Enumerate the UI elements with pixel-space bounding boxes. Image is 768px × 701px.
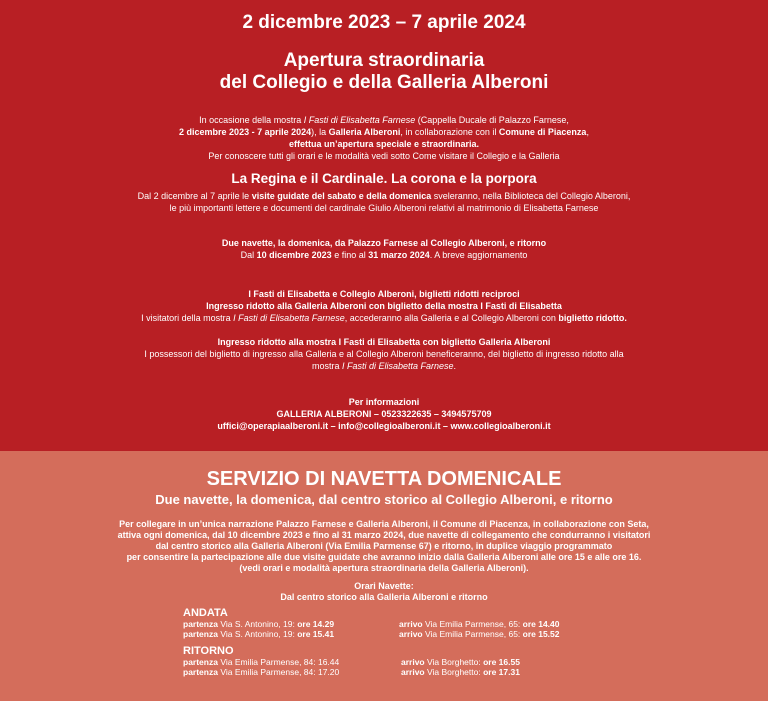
info-label: Per informazioni — [348, 397, 420, 407]
andata-departures — [183, 620, 334, 639]
ritorno-arrival-2: arrivo Via Borghetto: ore 17.31 — [401, 666, 520, 677]
biglietti-section-2 — [0, 336, 768, 372]
ritorno-departures — [183, 658, 339, 677]
date-range: 2 dicembre 2023 – 7 aprile 2024 — [242, 12, 526, 33]
regina-paragraph — [0, 190, 768, 214]
navetta-title: SERVIZIO DI NAVETTA DOMENICALE — [206, 468, 562, 490]
andata-arrival-1: arrivo Via Emilia Parmense, 65: ore 14.40 — [399, 619, 560, 629]
biglietti-line-1: Ingresso ridotto alla Galleria Alberoni con biglietto della mostra I Fasti di Elisabetta — [206, 301, 562, 311]
biglietti-line-2: I visitatori della mostra I Fasti di Elisabetta Farnese, accederanno alla Galleria e al Collegio Alberoni con biglietto ridotto. — [141, 313, 627, 323]
ritorno-row-2: partenza Via Emilia Parmense, 84: 17.20 — [183, 666, 340, 677]
orari-block — [0, 581, 768, 603]
orari-subtitle: Dal centro storico alla Galleria Alberoni e ritorno — [280, 592, 488, 602]
info-contacts[interactable]: uffici@operapiaalberoni.it – info@collegioalberoni.it – www.collegioalberoni.it — [217, 421, 551, 431]
ritorno-label: RITORNO — [183, 645, 234, 657]
andata-arrivals — [399, 620, 560, 639]
ritorno-row-1: partenza Via Emilia Parmense, 84: 16.44 — [183, 657, 340, 667]
biglietti-heading: I Fasti di Elisabetta e Collegio Alberoni, biglietti ridotti reciproci — [248, 289, 520, 299]
navetta-body-line: (vedi orari e modalità apertura straordinaria della Galleria Alberoni). — [239, 563, 529, 573]
biglietti-section — [0, 288, 768, 324]
navetta-body-line: per consentire la partecipazione alle due visite guidate che avranno inizio dalla Galleria Alberoni alle ore 15 e alle ore 16. — [126, 552, 642, 562]
ritorno-arrival-1: arrivo Via Borghetto: ore 16.55 — [401, 657, 520, 667]
biglietti-line-4: I possessori del biglietto di ingresso alla Galleria e al Collegio Alberoni beneficeranno, del biglietto di ingresso ridotto alla — [144, 349, 624, 359]
biglietti-line-3: Ingresso ridotto alla mostra I Fasti di Elisabetta con biglietto Galleria Alberoni — [217, 337, 551, 347]
title-line-1: Apertura straordinaria — [283, 50, 485, 71]
navette-paragraph — [0, 237, 768, 261]
navetta-body-line: Per collegare in un’unica narrazione Palazzo Farnese e Galleria Alberoni, il Comune di Piacenza, in collaborazione con Seta, — [119, 519, 649, 529]
info-phone: GALLERIA ALBERONI – 0523322635 – 3494575709 — [276, 409, 492, 419]
navetta-subtitle: Due navette, la domenica, dal centro storico al Collegio Alberoni, e ritorno — [155, 492, 613, 507]
title-line-2: del Collegio e della Galleria Alberoni — [219, 72, 549, 93]
navetta-body-line: dal centro storico alla Galleria Alberoni (Via Emilia Parmense 67) e ritorno, in duplice viaggio programmato — [155, 541, 613, 551]
intro-line-3: effettua un’apertura speciale e straordinaria. — [288, 139, 480, 149]
andata-label: ANDATA — [183, 607, 228, 619]
info-block — [0, 396, 768, 432]
navetta-body — [0, 519, 768, 574]
andata-row-1: partenza Via S. Antonino, 19: ore 14.29 — [183, 619, 335, 629]
biglietti-line-5: mostra I Fasti di Elisabetta Farnese. — [311, 361, 457, 371]
andata-arrival-2: arrivo Via Emilia Parmense, 65: ore 15.52 — [399, 628, 560, 639]
intro-paragraph — [0, 114, 768, 162]
intro-line-4: Per conoscere tutti gli orari e le modalità vedi sotto Come visitare il Collegio e la Galleria — [208, 151, 560, 161]
ritorno-arrivals — [401, 658, 520, 677]
intro-line-1: In occasione della mostra I Fasti di Elisabetta Farnese (Cappella Ducale di Palazzo Farnese, — [199, 115, 569, 125]
navette-heading: Due navette, la domenica, da Palazzo Farnese al Collegio Alberoni, e ritorno — [221, 238, 547, 248]
page-title — [0, 50, 768, 94]
regina-heading: La Regina e il Cardinale. La corona e la porpora — [231, 171, 537, 186]
orari-title: Orari Navette: — [354, 581, 414, 591]
regina-line-2: le più importanti lettere e documenti del cardinale Giulio Alberoni relativi al matrimonio di Elisabetta Farnese — [169, 203, 599, 213]
andata-row-2: partenza Via S. Antonino, 19: ore 15.41 — [183, 628, 335, 639]
navette-dates: Dal 10 dicembre 2023 e fino al 31 marzo 2024. A breve aggiornamento — [240, 250, 528, 260]
intro-line-2: 2 dicembre 2023 - 7 aprile 2024), la Galleria Alberoni, in collaborazione con il Comune di Piacenza, — [179, 127, 589, 137]
navetta-body-line: attiva ogni domenica, dal 10 dicembre 2023 e fino al 31 marzo 2024, due navette di collegamento che condurranno i visitatori — [117, 530, 651, 540]
regina-line-1: Dal 2 dicembre al 7 aprile le visite guidate del sabato e della domenica sveleranno, nella Biblioteca del Collegio Alberoni, — [137, 191, 631, 201]
